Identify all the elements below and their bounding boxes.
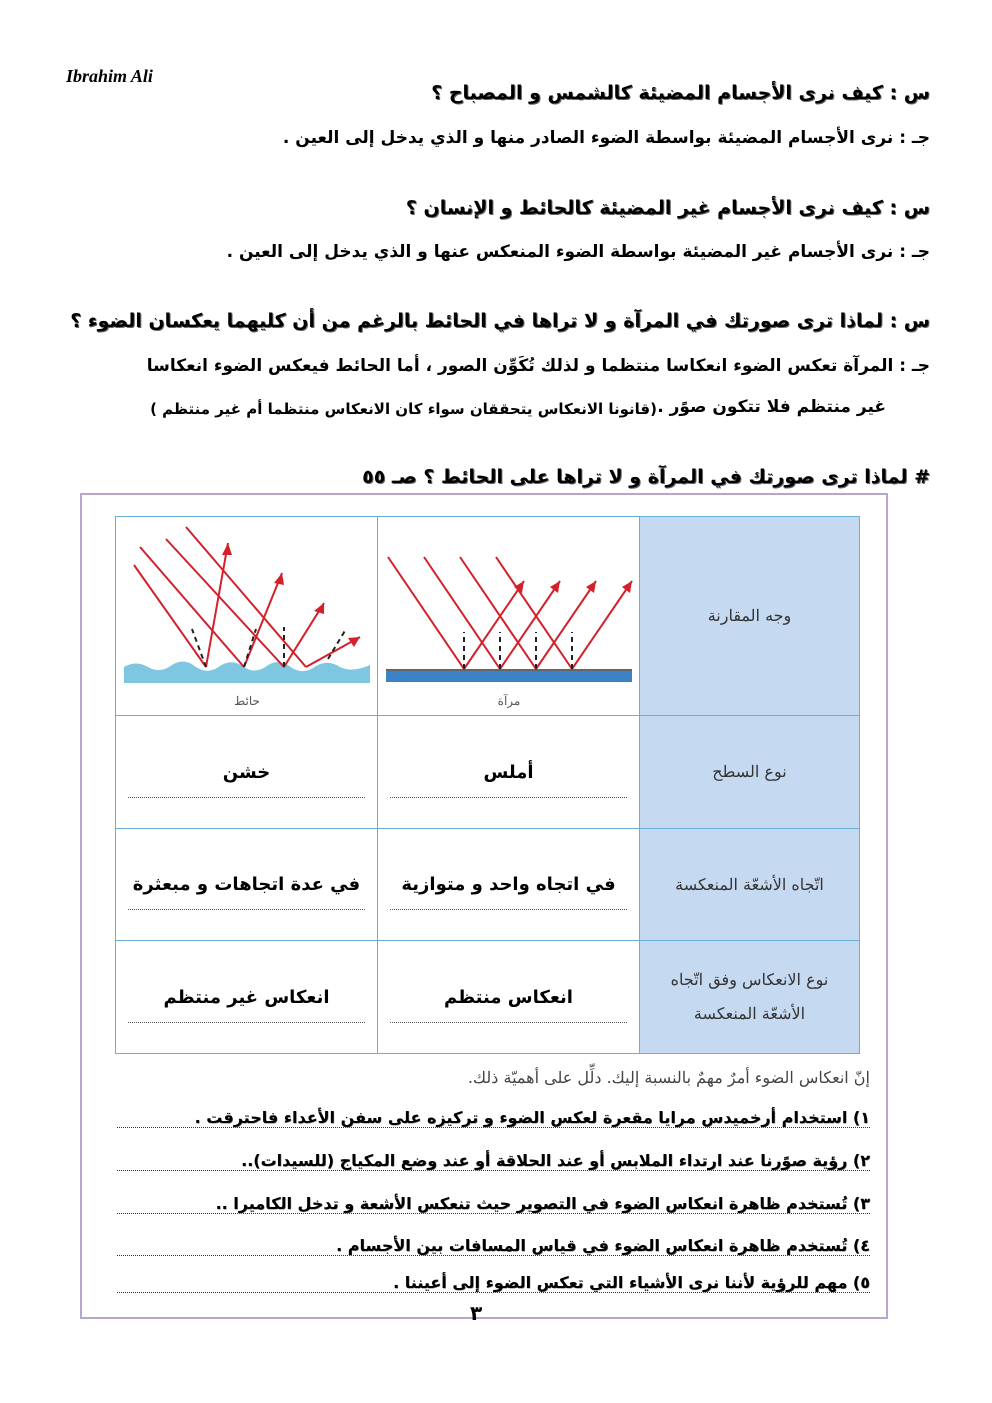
mirror-ray-direction: في اتجاه واحد و متوازية [378,829,640,941]
wall-surface-type: خشن [116,716,378,829]
table-row-surface [116,716,860,829]
incident-rays-mirror [388,557,572,669]
table-row-figures [116,517,860,716]
list-item: ١) استخدام أرخميدس مرايا مقعرة لعكس الضوء و تركيزه على سفن الأعداء فاحترقت . [117,1108,870,1128]
list-item: ٥) مهم للرؤية لأننا نرى الأشياء التي تعكس الضوء إلى أعيننا . [117,1273,870,1293]
list-item: ٤) تُستخدم ظاهرة انعكاس الضوء في قياس المسافات بين الأجسام . [117,1236,870,1256]
rough-wall-surface [124,661,370,683]
table-row-reflection-type [116,941,860,1054]
wall-reflection-type: انعكاس غير منتظم [116,941,378,1054]
ray-arrowheads-mirror [514,581,632,593]
mirror-figure-cell [378,517,640,716]
wall-ray-direction: في عدة اتجاهات و مبعثرة [116,829,378,941]
question-2: س : كيف نرى الأجسام غير المضيئة كالحائط و الإنسان ؟ [405,197,930,219]
answer-2: جـ : نرى الأجسام غير المضيئة بواسطة الضوء المنعكس عنها و الذي يدخل إلى العين . [226,242,930,262]
question-1: س : كيف نرى الأجسام المضيئة كالشمس و المصباح ؟ [431,82,930,104]
wall-label: حائط [234,694,260,708]
page-number: ٣ [470,1301,483,1325]
list-item: ٢) رؤية صوًرنا عند ارتداء الملابس أو عند الحلاقة أو عند وضع المكياج (للسيدات).. [117,1151,870,1171]
question-3: س : لماذا ترى صورتك في المرآة و لا تراها في الحائط بالرغم من أن كليهما يعكسان الضوء ؟ [70,310,930,332]
header-surface-type: نوع السطح [640,716,860,829]
comparison-table [115,516,860,1054]
reflected-rays-mirror [464,581,632,669]
answer-1: جـ : نرى الأجسام المضيئة بواسطة الضوء الصادر منها و الذي يدخل إلى العين . [282,128,930,148]
regular-reflection-diagram [378,517,640,716]
ray-arrowheads-wall [222,543,360,647]
author-name: Ibrahim Ali [66,66,153,86]
diffuse-reflection-diagram [116,517,378,716]
importance-prompt: إنّ انعكاس الضوء أمرٌ مهمٌ بالنسبة إليك. دلِّل على أهميّة ذلك. [467,1068,870,1087]
answer-3: جـ : المرآة تعكس الضوء انعكاسا منتظما و لذلك تُكَوِّن الصور ، أما الحائط فيعكس الضوء انعكاسا [146,356,930,376]
mirror-label: مرآة [497,694,521,708]
header-comparison-aspect: وجه المقارنة [640,517,860,716]
incident-rays-wall [134,527,306,667]
mirror-surface-type: أملس [378,716,640,829]
list-item: ٣) تُستخدم ظاهرة انعكاس الضوء في التصوير حيث تنعكس الأشعة و تدخل الكاميرا .. [117,1194,870,1214]
mirror-surface [386,670,632,682]
section-title: # لماذا ترى صورتك في المرآة و لا تراها على الحائط ؟ صـ ٥٥ [362,466,930,488]
normals-mirror [464,632,572,669]
answer-3-continued: غير منتظم فلا تتكون صوًر . [657,397,886,417]
answer-3-note: (قانونا الانعكاس يتحققان سواء كان الانعكاس منتظما أم غير منتظم ) [150,400,657,418]
header-reflection-type: نوع الانعكاس وفق اتّجاه الأشعّة المنعكسة [640,941,860,1054]
table-row-direction [116,829,860,941]
wall-figure-cell [116,517,378,716]
header-ray-direction: اتّجاه الأشعّة المنعكسة [640,829,860,941]
mirror-reflection-type: انعكاس منتظم [378,941,640,1054]
